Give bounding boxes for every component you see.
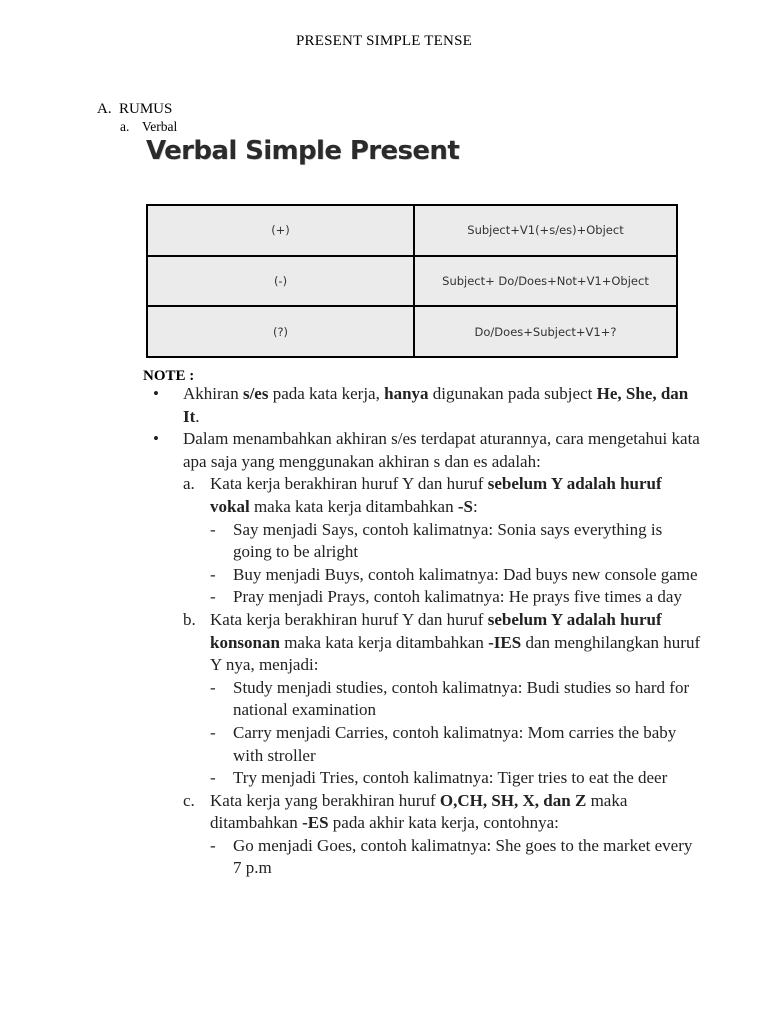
text-bold: O,CH, SH, X, dan Z <box>439 790 587 810</box>
text-bold: -S <box>457 496 473 516</box>
subsection-marker: a. <box>120 119 130 134</box>
text-bold: sebelum Y adalah huruf konsonan <box>210 609 662 652</box>
example-item <box>210 519 703 564</box>
section-heading-rumus <box>97 101 172 118</box>
bullet-dot: • <box>153 384 159 403</box>
text-run: pada akhir kata kerja, contohnya: <box>328 813 559 833</box>
text-bold: -ES <box>302 813 329 833</box>
formula-text: Do/Does+Subject+V1+? <box>414 306 677 357</box>
example-item <box>210 835 703 880</box>
dash-marker: - <box>210 587 216 607</box>
text-run: Kata kerja yang berakhiran huruf <box>210 790 440 810</box>
formula-text: Subject+ Do/Does+Not+V1+Object <box>414 256 677 307</box>
text-run: Kata kerja berakhiran huruf Y dan huruf <box>210 609 488 629</box>
section-label: RUMUS <box>119 101 173 117</box>
example-text: Carry menjadi Carries, contoh kalimatnya: Mom carries the baby with stroller <box>233 722 677 765</box>
example-item <box>210 767 703 790</box>
note-bullet <box>153 383 703 428</box>
text-bold: He, She, dan It <box>183 384 689 426</box>
image-heading: Verbal Simple Present <box>146 136 460 166</box>
formula-symbol: (?) <box>147 306 414 357</box>
text-run: pada kata kerja, <box>268 384 385 403</box>
dash-marker: - <box>210 677 216 697</box>
example-text: Study menjadi studies, contoh kalimatnya: Budi studies so hard for national examination <box>233 677 690 720</box>
text-run: Akhiran <box>183 384 243 403</box>
note-label: NOTE : <box>143 368 195 384</box>
formula-symbol: (-) <box>147 256 414 307</box>
text-run: digunakan pada subject <box>428 384 597 403</box>
example-text: Pray menjadi Prays, contoh kalimatnya: He prays five times a day <box>233 587 682 607</box>
example-item <box>210 722 703 767</box>
formula-table <box>146 204 678 358</box>
text-run: : <box>472 496 478 516</box>
section-marker: A. <box>97 101 112 117</box>
text-bold: hanya <box>384 384 429 403</box>
document-title: PRESENT SIMPLE TENSE <box>296 33 472 49</box>
rule-marker: b. <box>183 609 196 629</box>
text-run: Kata kerja berakhiran huruf Y dan huruf <box>210 474 488 494</box>
example-text: Try menjadi Tries, contoh kalimatnya: Tiger tries to eat the deer <box>233 768 668 788</box>
dash-marker: - <box>210 564 216 584</box>
text-run: dan menghilangkan huruf Y nya, menjadi: <box>210 632 701 675</box>
bullet-dot: • <box>153 429 159 449</box>
note-bullet <box>153 428 703 473</box>
note-body <box>153 383 703 880</box>
text-run: Dalam menambahkan akhiran s/es terdapat aturannya, cara mengetahui kata apa saja yang menggunakan akhiran s dan es adalah: <box>183 429 700 471</box>
dash-marker: - <box>210 722 216 742</box>
example-text: Go menjadi Goes, contoh kalimatnya: She goes to the market every 7 p.m <box>233 835 693 878</box>
text-bold: -IES <box>488 632 522 652</box>
table-row <box>147 256 677 307</box>
rule-item <box>183 609 703 677</box>
text-run: maka kata kerja ditambahkan <box>279 632 489 652</box>
example-item <box>210 564 703 587</box>
example-item <box>210 586 703 609</box>
text-bold: s/es <box>242 384 269 403</box>
subsection-heading-verbal <box>120 119 177 135</box>
text-bold: sebelum Y adalah huruf vokal <box>210 474 662 516</box>
subsection-label: Verbal <box>142 119 178 134</box>
rule-marker: c. <box>183 790 195 810</box>
table-row <box>147 205 677 256</box>
rule-item <box>183 473 703 518</box>
text-run: maka ditambahkan <box>210 790 628 833</box>
formula-symbol: (+) <box>147 205 414 256</box>
text-run: . <box>195 406 200 426</box>
rule-item <box>183 790 703 835</box>
example-text: Say menjadi Says, contoh kalimatnya: Sonia says everything is going to be alright <box>233 519 663 562</box>
rule-marker: a. <box>183 474 195 494</box>
table-row <box>147 306 677 357</box>
formula-text: Subject+V1(+s/es)+Object <box>414 205 677 256</box>
dash-marker: - <box>210 768 216 788</box>
dash-marker: - <box>210 519 216 539</box>
example-item <box>210 677 703 722</box>
example-text: Buy menjadi Buys, contoh kalimatnya: Dad buys new console game <box>233 564 698 584</box>
text-run: maka kata kerja ditambahkan <box>249 496 458 516</box>
dash-marker: - <box>210 835 216 855</box>
